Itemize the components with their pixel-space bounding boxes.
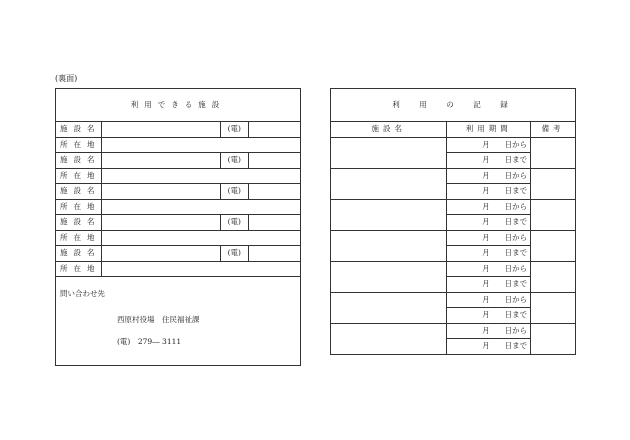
period-to: 月 日まで: [447, 308, 531, 324]
period-from: 月 日から: [447, 261, 531, 277]
table-row: [331, 323, 576, 339]
period-from: 月 日から: [447, 230, 531, 246]
header-remarks: 備考: [531, 122, 576, 138]
row-label: 所在地: [56, 230, 102, 246]
table-row: [56, 199, 301, 215]
available-facilities-table: [55, 88, 301, 366]
table-row: [331, 168, 576, 184]
contact-phone: (電) 279― 3111: [117, 337, 182, 346]
table-header-row: [331, 122, 576, 138]
tel-label: (電): [220, 153, 248, 169]
facility-name-field[interactable]: [101, 246, 220, 262]
table-row: [56, 230, 301, 246]
period-to: 月 日まで: [447, 153, 531, 169]
tel-field[interactable]: [248, 215, 300, 231]
facility-name-field[interactable]: [101, 215, 220, 231]
tel-label: (電): [220, 246, 248, 262]
record-facility-field[interactable]: [331, 199, 447, 230]
record-remarks-field[interactable]: [531, 230, 576, 261]
record-remarks-field[interactable]: [531, 292, 576, 323]
row-label: 施設名: [56, 215, 102, 231]
table-row: [56, 137, 301, 153]
period-from: 月 日から: [447, 323, 531, 339]
address-field[interactable]: [101, 137, 301, 153]
usage-record-title: 利 用 の 記 録: [331, 89, 576, 122]
table-row: [331, 230, 576, 246]
address-field[interactable]: [101, 261, 301, 277]
period-to: 月 日まで: [447, 184, 531, 200]
row-label: 所在地: [56, 137, 102, 153]
period-from: 月 日から: [447, 199, 531, 215]
tel-field[interactable]: [248, 153, 300, 169]
table-row: [331, 199, 576, 215]
record-facility-field[interactable]: [331, 292, 447, 323]
row-label: 所在地: [56, 168, 102, 184]
facility-name-field[interactable]: [101, 184, 220, 200]
row-label: 施設名: [56, 246, 102, 262]
facility-name-field[interactable]: [101, 153, 220, 169]
usage-record-table: [330, 88, 576, 355]
facility-name-field[interactable]: [101, 122, 220, 138]
period-from: 月 日から: [447, 292, 531, 308]
row-label: 施設名: [56, 122, 102, 138]
contact-address: 西原村役場 住民福祉課: [117, 315, 200, 324]
period-from: 月 日から: [447, 168, 531, 184]
period-to: 月 日まで: [447, 246, 531, 262]
period-from: 月 日から: [447, 137, 531, 153]
table-row: [56, 168, 301, 184]
address-field[interactable]: [101, 230, 301, 246]
row-label: 施設名: [56, 184, 102, 200]
table-row: [56, 246, 301, 262]
table-row: [56, 215, 301, 231]
table-row: [56, 184, 301, 200]
header-usage-period: 利用期間: [447, 122, 531, 138]
table-row: [56, 153, 301, 169]
tel-field[interactable]: [248, 246, 300, 262]
record-remarks-field[interactable]: [531, 323, 576, 354]
record-remarks-field[interactable]: [531, 199, 576, 230]
tel-label: (電): [220, 122, 248, 138]
contact-heading: 問い合わせ先: [60, 289, 105, 298]
tel-field[interactable]: [248, 122, 300, 138]
record-remarks-field[interactable]: [531, 261, 576, 292]
period-to: 月 日まで: [447, 277, 531, 293]
table-row: [331, 261, 576, 277]
row-label: 施設名: [56, 153, 102, 169]
address-field[interactable]: [101, 199, 301, 215]
address-field[interactable]: [101, 168, 301, 184]
period-to: 月 日まで: [447, 339, 531, 355]
table-row: [56, 261, 301, 277]
tel-field[interactable]: [248, 184, 300, 200]
period-to: 月 日まで: [447, 215, 531, 231]
tel-label: (電): [220, 184, 248, 200]
contact-info: [56, 277, 301, 366]
table-row: [331, 292, 576, 308]
table-row: [56, 122, 301, 138]
record-facility-field[interactable]: [331, 323, 447, 354]
record-remarks-field[interactable]: [531, 168, 576, 199]
record-facility-field[interactable]: [331, 168, 447, 199]
record-facility-field[interactable]: [331, 230, 447, 261]
available-facilities-title: 利用できる施設: [56, 89, 301, 122]
header-facility-name: 施設名: [331, 122, 447, 138]
record-facility-field[interactable]: [331, 261, 447, 292]
record-facility-field[interactable]: [331, 137, 447, 168]
page-note: (裏面): [55, 74, 78, 83]
row-label: 所在地: [56, 261, 102, 277]
tel-label: (電): [220, 215, 248, 231]
row-label: 所在地: [56, 199, 102, 215]
record-remarks-field[interactable]: [531, 137, 576, 168]
table-row: [331, 137, 576, 153]
